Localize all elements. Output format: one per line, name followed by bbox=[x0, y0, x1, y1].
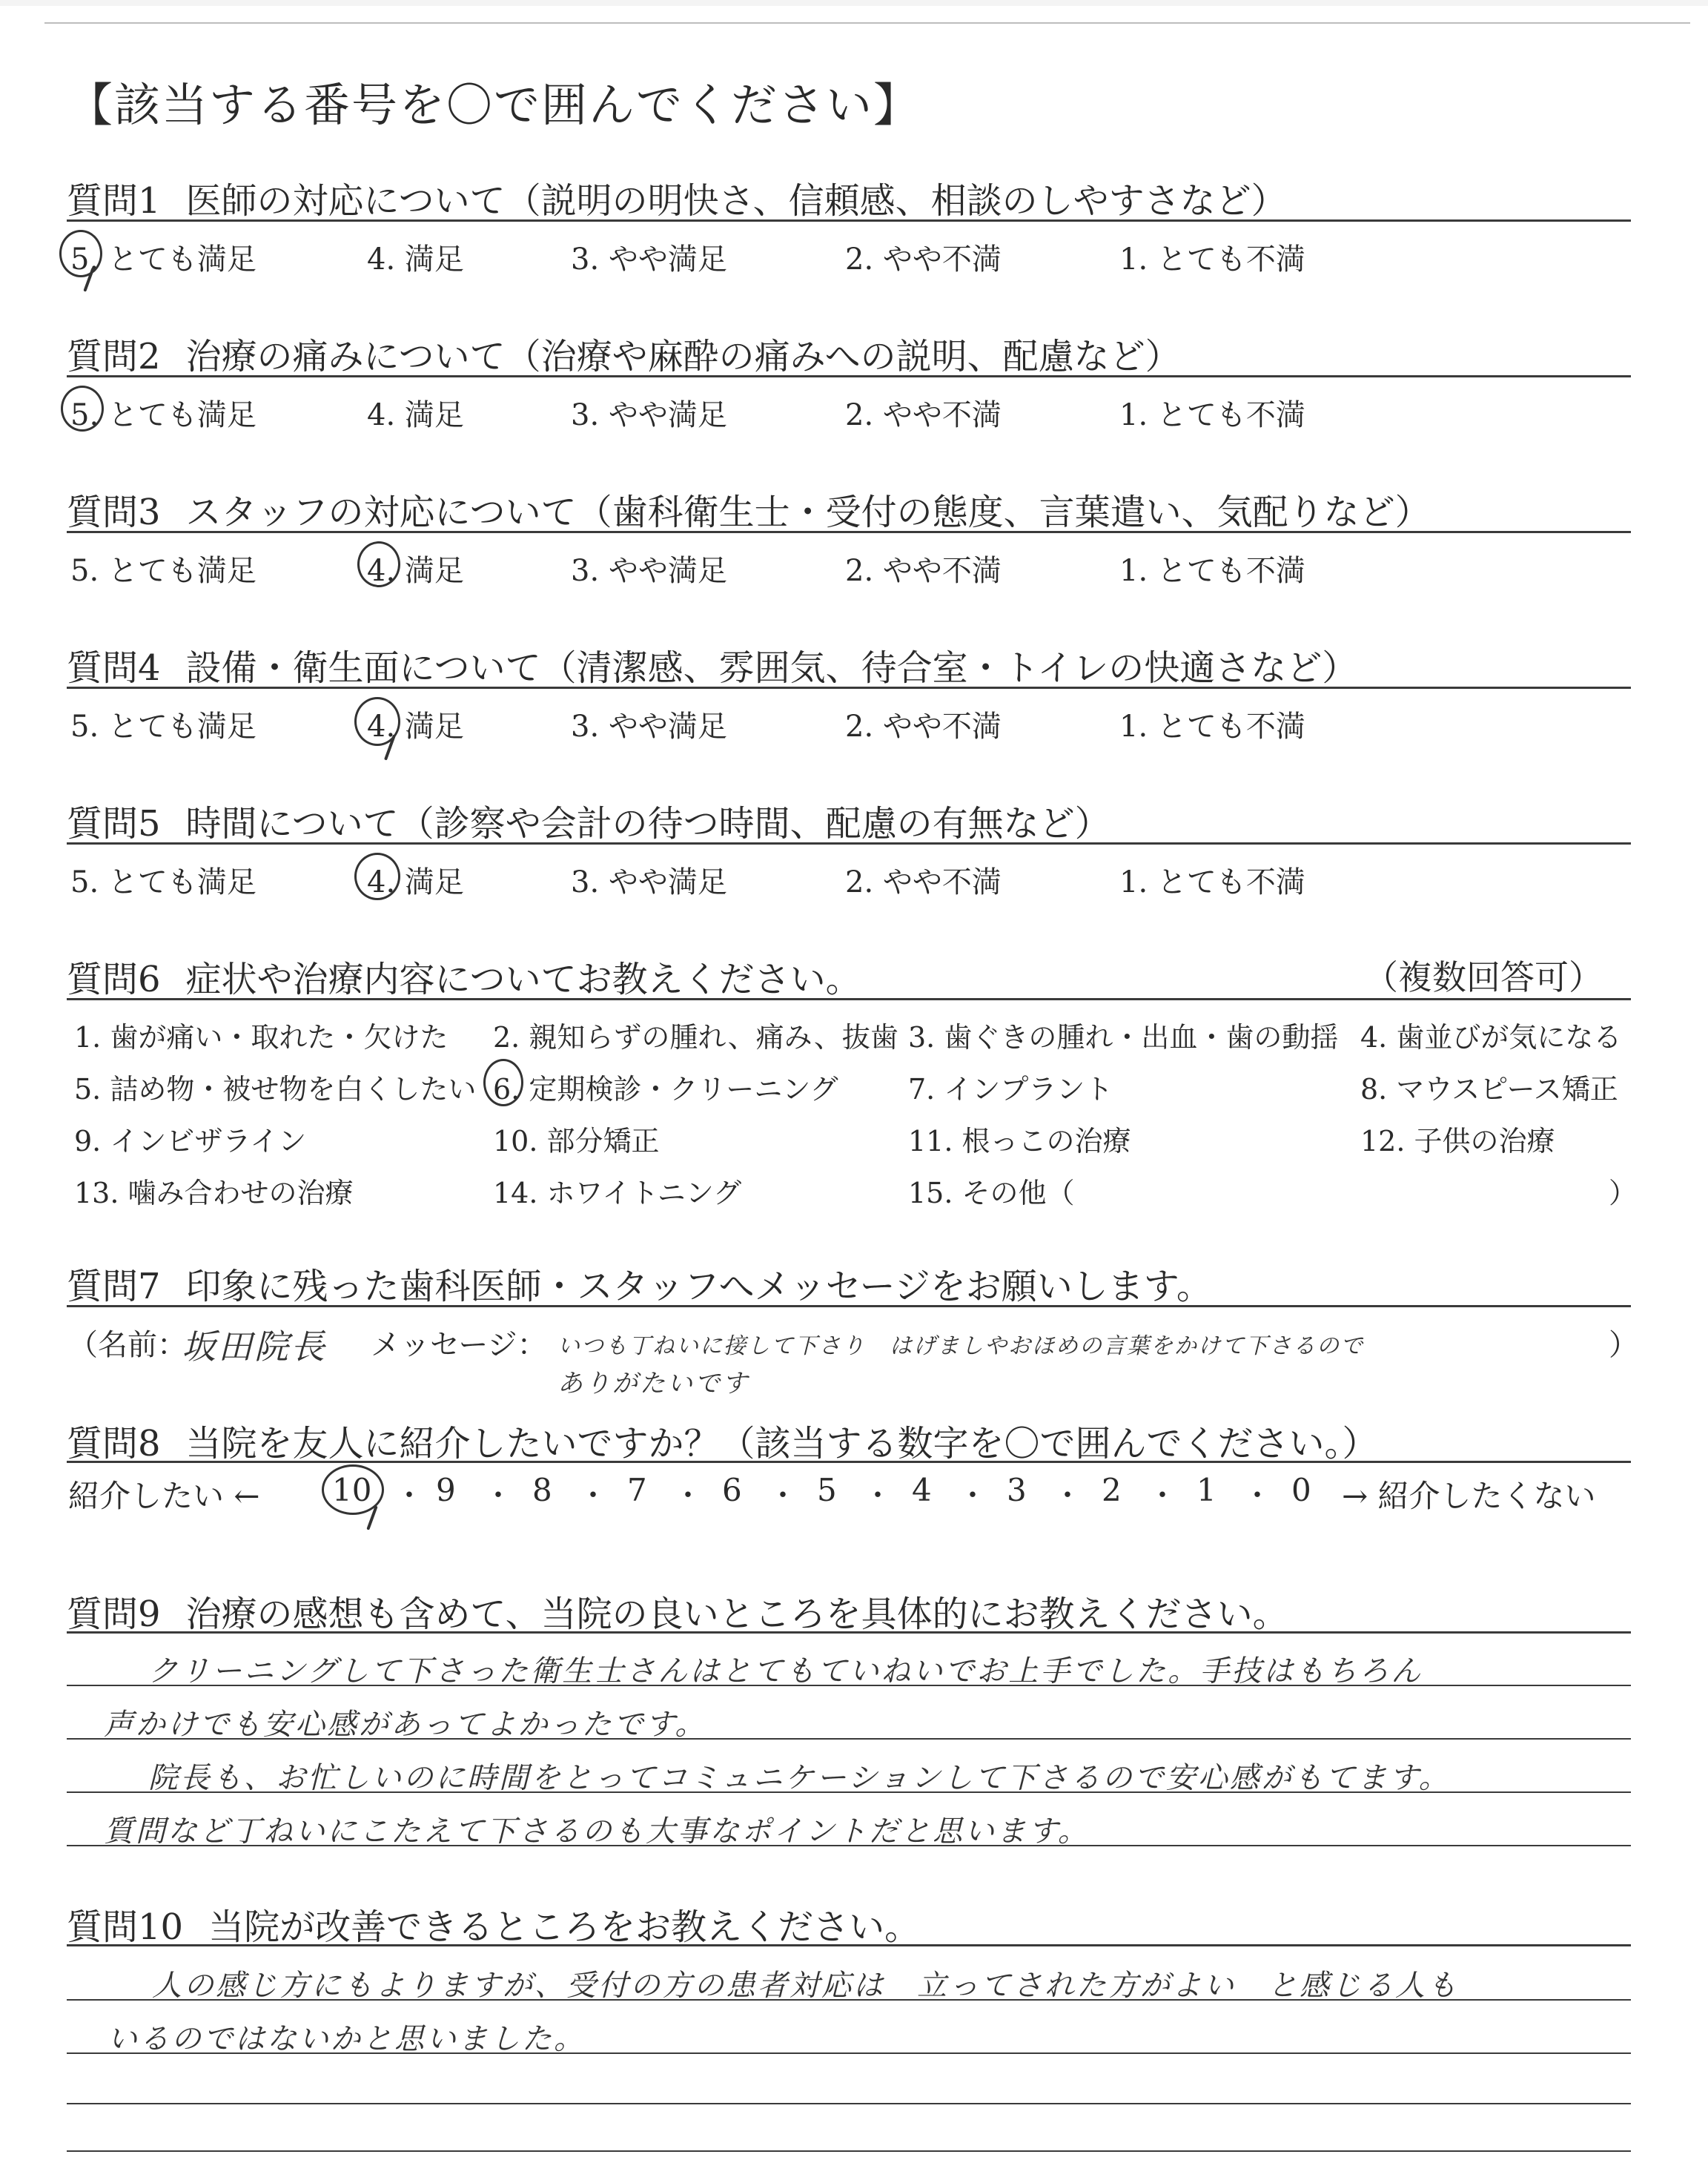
q5-option-1[interactable]: 1. とても不満 bbox=[1119, 865, 1305, 899]
q7-name-label: （名前： bbox=[68, 1328, 187, 1362]
q3-option-2[interactable]: 2. やや不満 bbox=[845, 554, 1002, 588]
q1-option-3[interactable]: 3. やや満足 bbox=[571, 242, 727, 277]
question-10-rule bbox=[67, 1944, 1631, 1946]
q8-scale-9[interactable]: 9 bbox=[436, 1472, 456, 1508]
q4-option-1[interactable]: 1. とても不満 bbox=[1119, 710, 1305, 744]
question-5-number: 質問5 bbox=[67, 803, 161, 845]
q10-answer-rule bbox=[67, 2103, 1631, 2104]
question-6-number: 質問6 bbox=[67, 959, 161, 1000]
q8-scale-5[interactable]: 5 bbox=[817, 1472, 837, 1508]
q5-option-5[interactable]: 5. とても満足 bbox=[70, 865, 256, 899]
question-1-rule bbox=[67, 219, 1631, 222]
q6-item-12[interactable]: 12. 子供の治療 bbox=[1360, 1125, 1555, 1157]
q8-scale-4[interactable]: 4 bbox=[912, 1472, 932, 1508]
question-6-multiple-note: （複数回答可） bbox=[1364, 957, 1603, 997]
question-9-rule bbox=[67, 1631, 1631, 1634]
q3-option-4[interactable]: 4. 満足 bbox=[367, 554, 464, 588]
question-4-rule bbox=[67, 687, 1631, 689]
q2-option-4[interactable]: 4. 満足 bbox=[367, 398, 464, 432]
q7-name-handwritten: 坂田院長 bbox=[182, 1327, 327, 1367]
question-10-number: 質問10 bbox=[67, 1906, 184, 1948]
question-5-heading bbox=[67, 795, 1110, 846]
q8-dot: ・ bbox=[673, 1479, 703, 1513]
question-2-number: 質問2 bbox=[67, 336, 161, 377]
q6-item-7[interactable]: 7. インプラント bbox=[908, 1073, 1113, 1106]
question-3-heading bbox=[67, 483, 1431, 535]
q4-option-5[interactable]: 5. とても満足 bbox=[70, 710, 256, 744]
q6-item-5[interactable]: 5. 詰め物・被せ物を白くしたい bbox=[74, 1073, 477, 1106]
q4-option-4[interactable]: 4. 満足 bbox=[367, 710, 464, 744]
q8-dot: ・ bbox=[863, 1479, 893, 1513]
q6-item-15[interactable]: 15. その他（ bbox=[908, 1177, 1075, 1209]
question-2-heading bbox=[67, 328, 1181, 379]
question-6-text: 症状や治療内容についてお教えください。 bbox=[185, 959, 861, 1000]
question-8-text: 当院を友人に紹介したいですか？（該当する数字を〇で囲んでください。） bbox=[185, 1423, 1378, 1464]
q8-scale-0[interactable]: 0 bbox=[1291, 1472, 1311, 1508]
q8-right-label: → 紹介したくない bbox=[1342, 1478, 1596, 1514]
q2-selection-circle bbox=[61, 386, 104, 432]
q6-item-11[interactable]: 11. 根っこの治療 bbox=[908, 1125, 1131, 1157]
question-8-heading bbox=[67, 1415, 1378, 1466]
q6-item-2[interactable]: 2. 親知らずの腫れ、痛み、抜歯 bbox=[493, 1021, 898, 1054]
q10-answer-line2: いるのではないかと思いました。 bbox=[107, 2022, 586, 2056]
q10-answer-line1: 人の感じ方にもよりますが、受付の方の患者対応は 立ってされた方がよい と感じる人も bbox=[152, 1969, 1459, 2003]
q9-answer-rule bbox=[67, 1738, 1631, 1740]
question-1-number: 質問1 bbox=[67, 180, 161, 222]
q5-selection-circle bbox=[354, 853, 400, 900]
q8-scale-1[interactable]: 1 bbox=[1196, 1472, 1217, 1508]
q10-answer-rule bbox=[67, 1999, 1631, 2001]
question-3-number: 質問3 bbox=[67, 492, 161, 533]
question-4-heading bbox=[67, 639, 1357, 690]
q2-option-2[interactable]: 2. やや不満 bbox=[845, 398, 1002, 432]
question-5-text: 時間について（診察や会計の待つ時間、配慮の有無など） bbox=[185, 803, 1110, 845]
q7-close-paren: ） bbox=[1609, 1328, 1638, 1362]
q6-item-8[interactable]: 8. マウスピース矯正 bbox=[1360, 1073, 1618, 1106]
q6-item-3[interactable]: 3. 歯ぐきの腫れ・出血・歯の動揺 bbox=[908, 1021, 1339, 1054]
q2-option-5[interactable]: 5. とても満足 bbox=[70, 398, 256, 432]
q8-scale-8[interactable]: 8 bbox=[532, 1472, 552, 1508]
question-8-number: 質問8 bbox=[67, 1423, 161, 1464]
question-3-rule bbox=[67, 531, 1631, 533]
question-3-text: スタッフの対応について（歯科衛生士・受付の態度、言葉遣い、気配りなど） bbox=[185, 492, 1431, 533]
question-7-number: 質問7 bbox=[67, 1266, 161, 1307]
q5-option-4[interactable]: 4. 満足 bbox=[367, 865, 464, 899]
survey-title: 【該当する番号を〇で囲んでください】 bbox=[67, 78, 921, 132]
q9-answer-rule bbox=[67, 1845, 1631, 1846]
q8-dot: ・ bbox=[578, 1479, 608, 1513]
q1-option-2[interactable]: 2. やや不満 bbox=[845, 242, 1002, 277]
question-1-heading bbox=[67, 172, 1287, 223]
question-7-rule bbox=[67, 1305, 1631, 1307]
question-9-text: 治療の感想も含めて、当院の良いところを具体的にお教えください。 bbox=[185, 1593, 1288, 1635]
question-10-heading bbox=[67, 1898, 920, 1949]
q6-item-1[interactable]: 1. 歯が痛い・取れた・欠けた bbox=[74, 1021, 448, 1054]
q9-answer-line1: クリーニングして下さった衛生士さんはとてもていねいでお上手でした。手技はもちろん bbox=[148, 1654, 1423, 1688]
q8-dot: ・ bbox=[1053, 1479, 1082, 1513]
question-2-text: 治療の痛みについて（治療や麻酔の痛みへの説明、配慮など） bbox=[185, 336, 1181, 377]
q5-option-3[interactable]: 3. やや満足 bbox=[571, 865, 727, 899]
q6-item-14[interactable]: 14. ホワイトニング bbox=[493, 1177, 742, 1209]
q6-selection-circle bbox=[483, 1059, 523, 1106]
q5-option-2[interactable]: 2. やや不満 bbox=[845, 865, 1002, 899]
q8-dot: ・ bbox=[958, 1479, 987, 1513]
q2-option-3[interactable]: 3. やや満足 bbox=[571, 398, 727, 432]
question-4-text: 設備・衛生面について（清潔感、雰囲気、待合室・トイレの快適さなど） bbox=[185, 647, 1358, 689]
q4-option-2[interactable]: 2. やや不満 bbox=[845, 710, 1002, 744]
q3-option-1[interactable]: 1. とても不満 bbox=[1119, 554, 1305, 588]
q10-answer-rule bbox=[67, 2052, 1631, 2054]
q8-left-label: 紹介したい ← bbox=[68, 1478, 260, 1514]
q6-item-10[interactable]: 10. 部分矯正 bbox=[493, 1125, 660, 1157]
q9-answer-line4: 質問など丁ねいにこたえて下さるのも大事なポイントだと思います。 bbox=[104, 1814, 1090, 1849]
q8-scale-7[interactable]: 7 bbox=[627, 1472, 647, 1508]
question-4-number: 質問4 bbox=[67, 647, 161, 689]
q6-item-4[interactable]: 4. 歯並びが気になる bbox=[1360, 1021, 1622, 1054]
question-9-heading bbox=[67, 1585, 1288, 1636]
question-10-text: 当院が改善できるところをお教えください。 bbox=[208, 1906, 921, 1948]
q8-dot: ・ bbox=[1148, 1479, 1177, 1513]
question-7-heading bbox=[67, 1258, 1212, 1309]
q6-item-9[interactable]: 9. インビザライン bbox=[74, 1125, 307, 1157]
q8-scale-2[interactable]: 2 bbox=[1102, 1472, 1122, 1508]
q1-option-4[interactable]: 4. 満足 bbox=[367, 242, 464, 277]
question-2-rule bbox=[67, 375, 1631, 377]
question-9-number: 質問9 bbox=[67, 1593, 161, 1635]
q8-dot: ・ bbox=[1242, 1479, 1272, 1513]
q9-answer-rule bbox=[67, 1685, 1631, 1686]
question-7-text: 印象に残った歯科医師・スタッフへメッセージをお願いします。 bbox=[185, 1266, 1212, 1307]
q8-scale-6[interactable]: 6 bbox=[722, 1472, 742, 1508]
question-6-heading bbox=[67, 951, 861, 1002]
q9-answer-rule bbox=[67, 1791, 1631, 1793]
q6-item-6[interactable]: 6. 定期検診・クリーニング bbox=[493, 1073, 838, 1106]
q2-option-1[interactable]: 1. とても不満 bbox=[1119, 398, 1305, 432]
q8-dot: ・ bbox=[394, 1479, 424, 1513]
q7-message-handwritten-line2: ありがたいです bbox=[557, 1369, 749, 1398]
question-5-rule bbox=[67, 842, 1631, 845]
q8-scale-3[interactable]: 3 bbox=[1007, 1472, 1027, 1508]
q8-dot: ・ bbox=[768, 1479, 798, 1513]
q7-message-handwritten-line1: いつも丁ねいに接して下さり はげましやおほめの言葉をかけて下さるので bbox=[557, 1333, 1364, 1359]
q6-item-15-close-paren: ） bbox=[1609, 1177, 1638, 1209]
q4-option-3[interactable]: 3. やや満足 bbox=[571, 710, 727, 744]
q1-option-1[interactable]: 1. とても不満 bbox=[1119, 242, 1305, 277]
q10-answer-rule bbox=[67, 2150, 1631, 2152]
q3-option-5[interactable]: 5. とても満足 bbox=[70, 554, 256, 588]
q6-item-13[interactable]: 13. 噛み合わせの治療 bbox=[74, 1177, 354, 1209]
q9-answer-line2: 声かけでも安心感があってよかったです。 bbox=[104, 1708, 707, 1742]
question-1-text: 医師の対応について（説明の明快さ、信頼感、相談のしやすさなど） bbox=[185, 180, 1287, 222]
q8-scale-10[interactable]: 10 bbox=[332, 1472, 372, 1508]
question-8-rule bbox=[67, 1461, 1631, 1463]
q7-message-label: メッセージ： bbox=[371, 1328, 547, 1362]
q9-answer-line3: 院長も、お忙しいのに時間をとってコミュニケーションして下さるので安心感がもてます。 bbox=[148, 1761, 1451, 1795]
q1-selection-circle bbox=[59, 230, 102, 277]
q3-selection-circle bbox=[357, 541, 400, 587]
q8-dot: ・ bbox=[483, 1479, 513, 1513]
question-6-rule bbox=[67, 998, 1631, 1000]
q1-option-5[interactable]: 5. とても満足 bbox=[70, 242, 256, 277]
q3-option-3[interactable]: 3. やや満足 bbox=[571, 554, 727, 588]
